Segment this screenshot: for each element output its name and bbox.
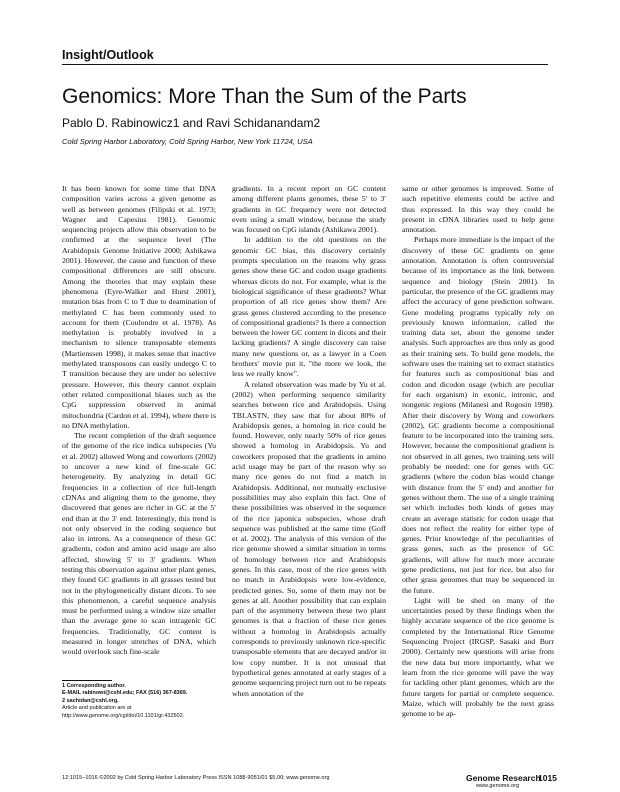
journal-url: www.genome.org bbox=[476, 783, 520, 789]
footnotes bbox=[62, 683, 222, 720]
article-title: Genomics: More Than the Sum of the Parts bbox=[62, 85, 467, 108]
section-label: Insight/Outlook bbox=[62, 48, 154, 62]
paragraph: It has been known for some time that DNA composition varies across a given genome as well as between genomes (Filipski et al. 1973; Wagner and Capesius 1981). Genomic sequencing projects allow this observation to be confirmed at the sequence level (The Arabidopsis Genome Initiative 2000; Ashikawa 2001). However, the cause and function of these compositional differences are still obscure. Among the theories that may explain these phenomena (Eyre-Walker and Hurst 2001), mutation bias from C to T due to deamination of methylated C has been commonly used to account for them (Coulondre et al. 1978). As methylation is probably involved in a mechanism to silence transposable elements (Martienssen 1998), it makes sense that inactive methylated transposons can easily undergo C to T transition because they are under no selective pressure. However, this theory cannot explain other related compositional biases such as the CpG suppression observed in animal mitochondria (Cardon et al. 1994), where there is no DNA methylation. bbox=[62, 184, 216, 430]
body-column-3 bbox=[402, 184, 554, 719]
paragraph: Light will be shed on many of the uncertainties posed by these findings when the highly accurate sequence of the rice genome is completed by the International Rice Genome Sequencing Project (IRGSP, Sasaki and Burr 2000). Certainly new questions will arise from the new data but more importantly, what we learn from the rice genome will pave the way for tackling other plant genomes, which are the future targets for partial or complete sequence. Maize, which will probably be the next grass genome to be ap- bbox=[402, 595, 554, 719]
page-number: 1015 bbox=[538, 773, 557, 783]
footnote-rule bbox=[62, 680, 112, 681]
header-rule bbox=[62, 64, 548, 65]
paragraph: A related observation was made by Yu et al. (2002) when performing sequence similarity searches between rice and Arabidopsis. Using TBLASTN, they saw that for about 80% of Arabidopsis genes, a homolog in rice could be found. However, only nearly 50% of rice genes showed a homolog in Arabidopsis. Yu and coworkers proposed that the gradients in amino acid usage may be part of the reason why so many rice genes do not find a match in Arabidopsis. Additional, not mutually exclusive possibilities may also explain this fact. One of these possibilities was observed in the sequence of the rice japonica subspecies, whose draft sequence was published at the same time (Goff et al. 2002). The analysis of this version of the rice genome showed a similar situation in terms of homology between rice and Arabidopsis genes. In this case, most of the rice genes with no match in Arabidopsis were low-evidence, predicted genes. So, some of them may not be genes at all. Another possibility that can explain part of the asymmetry between these two plant genomes is that a fraction of these rice genes without a homolog in Arabidopsis actually corresponds to previously unknown rice-specific transposable elements that are decayed and/or in low copy number. It is not unusual that hypothetical genes annotated at early stages of a genome sequencing project turn out to be repeats when annotation of the bbox=[232, 379, 386, 698]
body-column-1 bbox=[62, 184, 216, 658]
footnote-email: E-MAIL rabinowi@cshl.edu; FAX (516) 367-8369. bbox=[62, 690, 188, 697]
journal-name: Genome Research bbox=[466, 773, 541, 783]
paragraph: In addition to the old questions on the genomic GC bias, this discovery certainly prompts speculation on the reasons why grass genes show these GC and codon usage gradients whereas dicots do not. For example, what is the biological significance of these gradients? What proportion of all rice genes show them? Are grass genes clustered according to the presence of compositional gradients? Is there a connection between the lower GC content in dicots and their lacking gradients? A single discovery can raise many new questions or, as a lawyer in a Coen brothers' movie put it, "the more we look, the less we really know". bbox=[232, 235, 386, 379]
paragraph: gradients. In a recent report on GC content among different plants genomes, these 5′ to 3′ gradients in GC frequency were not detected even using a small window, because the study was focused on CpG islands (Ashikawa 2001). bbox=[232, 184, 386, 235]
footnote-email-2: 2 sachidan@cshl.org. bbox=[62, 697, 119, 704]
footnote-article-info: Article and publication are at http://www.genome.org/cgi/doi/10.1101/gr.432502. bbox=[62, 705, 185, 719]
paragraph: same or other genomes is improved. Some of such repetitive elements could be active and thus expressed. In this way they could be present in cDNA libraries used to help gene annotation. bbox=[402, 184, 554, 235]
paragraph: Perhaps more immediate is the impact of the discovery of these GC gradients on gene annotation. Annotation is often controversial because of its importance as the link between sequence and biology (Stein 2001). In particular, the presence of the GC gradients may affect the accuracy of gene prediction software. Gene modeling programs typically rely on previously known information, called the training data set, about the genome under analysis. Such approaches are thus only as good as their training sets. To build gene models, the software uses the training set to extract statistics for features such as compositional bias and codon and dicodon usage (which are peculiar for each organism) in exonic, intronic, and nongenic regions (Milanesi and Rogosin 1998). After their discovery by Wong and coworkers (2002), GC gradients become a compositional feature to be incorporated into the training sets. However, because the compositional gradient is not observed in all genes, two training sets will probably be needed: one for genes with GC gradients (where the codon bias would change with distance from the 5′ end) and another for genes without them. The use of a single training set which includes both kinds of genes may create an average statistic for codon usage that does not reflect the reality for either type of genes. Prior knowledge of the peculiarities of grass genes, such as the presence of GC gradients, will allow for much more accurate gene predictions, not just for rice, but also for other grass genomes that may be sequenced in the future. bbox=[402, 235, 554, 595]
paragraph: The recent completion of the draft sequence of the genome of the rice indica subspecies (Yu et al. 2002) allowed Wong and coworkers (2002) to uncover a new kind of fine-scale GC heterogeneity. By analyzing in detail GC frequencies in a collection of rice full-length cDNAs and aligning them to the genome, they discovered that genes are richer in GC at the 5′ end than at the 3′ end. Interestingly, this trend is not only observed in the coding sequence but also in introns. As a consequence of these GC gradients, codon and amino acid usage are also affected, showing 5′ to 3′ gradients. When testing this observation against other plant genes, they found GC gradients in all grasses tested but not in the phylogenetically distant dicots. To see this phenomenon, a careful sequence analysis must be performed using a window size smaller than the average gene to scan intragenic GC frequencies. Traditionally, GC content is measured in longer stretches of DNA, which would overlook such fine-scale bbox=[62, 431, 216, 657]
article-affiliation: Cold Spring Harbor Laboratory, Cold Spring Harbor, New York 11724, USA bbox=[62, 137, 313, 146]
citation-line: 12:1015–1016 ©2002 by Cold Spring Harbor Laboratory Press ISSN 1088-9051/01 $5.00; www.genome.org bbox=[62, 775, 330, 781]
body-column-2 bbox=[232, 184, 386, 699]
article-authors: Pablo D. Rabinowicz1 and Ravi Schidanandam2 bbox=[62, 116, 321, 130]
footnote-corresponding: 1 Corresponding author. bbox=[62, 683, 126, 689]
